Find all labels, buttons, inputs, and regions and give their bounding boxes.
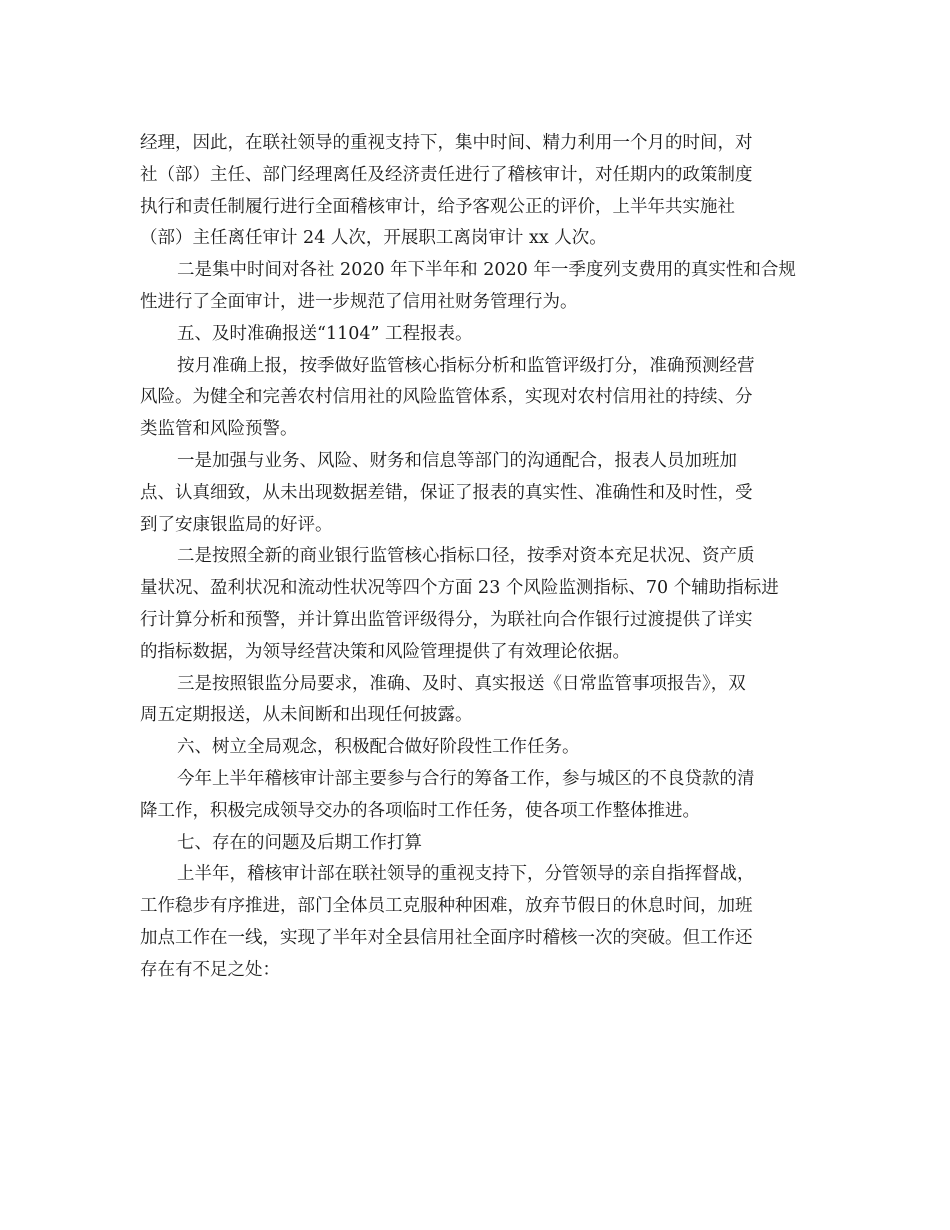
paragraph-first-line: 上半年，稽核审计部在联社领导的重视支持下，分管领导的亲自指挥督战， bbox=[177, 864, 755, 885]
paragraph-first-line: 三是按照银监分局要求，准确、及时、真实报送《日常监管事项报告》，双 bbox=[177, 673, 746, 694]
paragraph-first-line: 七、存在的问题及后期工作打算 bbox=[177, 832, 422, 853]
text-line: 社（部）主任、部门经理离任及经济责任进行了稽核审计，对任期内的政策制度 bbox=[140, 164, 753, 185]
text-line: （部）主任离任审计 24 人次，开展职工离岗审计 xx 人次。 bbox=[140, 228, 607, 249]
text-line: 风险。为健全和完善农村信用社的风险监管体系，实现对农村信用社的持续、分 bbox=[140, 387, 753, 408]
text-line: 量状况、盈利状况和流动性状况等四个方面 23 个风险监测指标、70 个辅助指标进 bbox=[140, 578, 779, 599]
text-line: 类监管和风险预警。 bbox=[140, 419, 298, 440]
text-line: 工作稳步有序推进，部门全体员工克服种种困难，放弃节假日的休息时间，加班 bbox=[140, 896, 753, 917]
paragraph-first-line: 一是加强与业务、风险、财务和信息等部门的沟通配合，报表人员加班加 bbox=[177, 450, 737, 471]
text-line: 到了安康银监局的好评。 bbox=[140, 514, 333, 535]
text-line: 存在有不足之处： bbox=[140, 959, 280, 980]
text-line: 周五定期报送，从未间断和出现任何披露。 bbox=[140, 705, 473, 726]
text-line: 性进行了全面审计，进一步规范了信用社财务管理行为。 bbox=[140, 291, 578, 312]
paragraph-first-line: 六、树立全局观念，积极配合做好阶段性工作任务。 bbox=[177, 737, 580, 758]
text-line: 行计算分析和预警，并计算出监管评级得分，为联社向合作银行过渡提供了详实 bbox=[140, 609, 753, 630]
text-line: 降工作，积极完成领导交办的各项临时工作任务，使各项工作整体推进。 bbox=[140, 800, 700, 821]
document-body bbox=[140, 128, 816, 987]
text-line: 经理，因此，在联社领导的重视支持下，集中时间、精力利用一个月的时间，对 bbox=[140, 133, 753, 153]
paragraph-first-line: 五、及时准确报送“1104” 工程报表。 bbox=[177, 323, 473, 344]
text-line: 的指标数据，为领导经营决策和风险管理提供了有效理论依据。 bbox=[140, 641, 630, 662]
paragraph-first-line: 二是集中时间对各社 2020 年下半年和 2020 年一季度列支费用的真实性和合规 bbox=[177, 260, 796, 281]
text-line: 点、认真细致，从未出现数据差错，保证了报表的真实性、准确性和及时性，受 bbox=[140, 482, 753, 503]
paragraph-first-line: 今年上半年稽核审计部主要参与合行的筹备工作，参与城区的不良贷款的清 bbox=[177, 768, 755, 789]
text-line: 加点工作在一线，实现了半年对全县信用社全面序时稽核一次的突破。但工作还 bbox=[140, 927, 753, 948]
paragraph-first-line: 二是按照全新的商业银行监管核心指标口径，按季对资本充足状况、资产质 bbox=[177, 546, 755, 567]
paragraph-first-line: 按月准确上报，按季做好监管核心指标分析和监管评级打分，准确预测经营 bbox=[177, 355, 755, 376]
text-line: 执行和责任制履行进行全面稽核审计，给予客观公正的评价，上半年共实施社 bbox=[140, 196, 735, 217]
